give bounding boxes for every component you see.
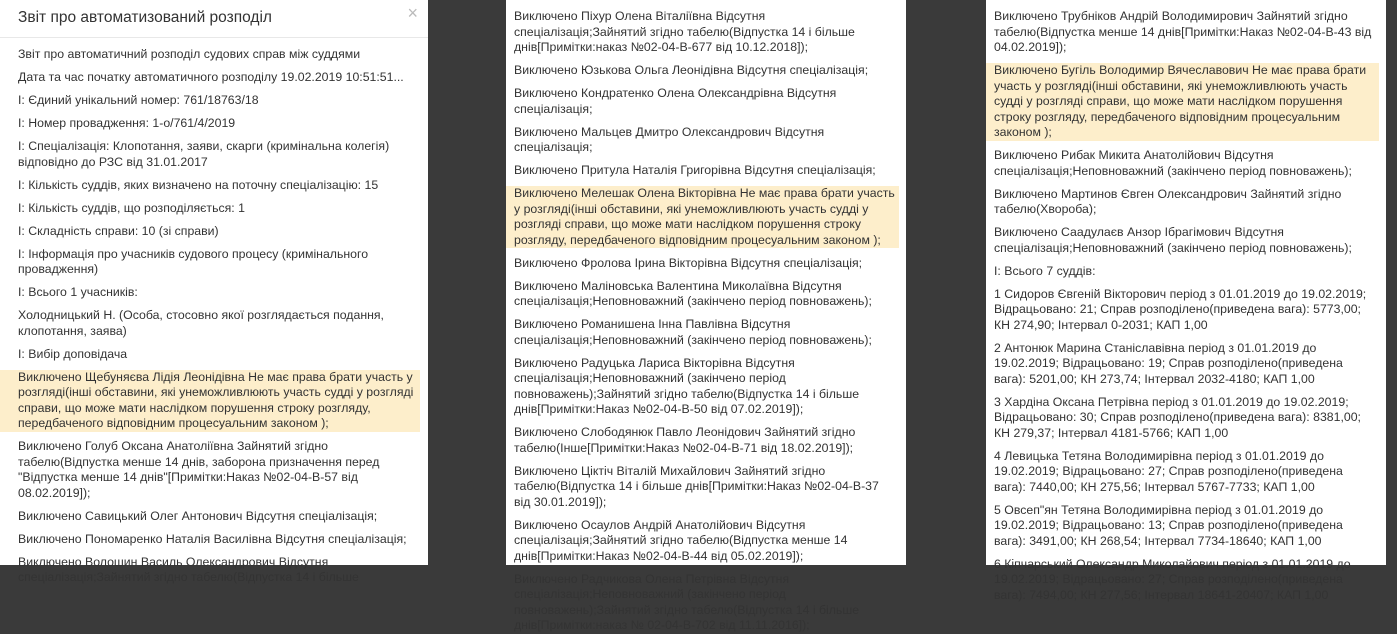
report-body xyxy=(506,0,906,634)
report-line: Виключено Савицький Олег Антонович Відсутня спеціалізація; xyxy=(18,508,378,523)
report-line: І: Вибір доповідача xyxy=(18,346,128,361)
report-line: І: Складність справи: 10 (зі справи) xyxy=(18,223,219,238)
report-body xyxy=(986,0,1386,603)
report-line: Виключено Мартинов Євген Олександрович Зайнятий згідно табелю(Хвороба); xyxy=(994,186,1342,216)
highlighted-report-line: Виключено Мелешак Олена Вікторівна Не має права брати участь у розгляді(інші обставини, які унеможливлюють участь судді у розгляді справи, що може мати наслідком порушення строку розгляду, передбаченого відповідним процесуальним законом ); xyxy=(506,186,899,248)
report-line: Виключено Піхур Олена Віталіївна Відсутня спеціалізація;Зайнятий згідно табелю(Відпустка 14 і більше днів[Примітки:наказ №02-04-В-677 від 10.12.2018]); xyxy=(514,9,855,54)
report-line: Виключено Фролова Ірина Вікторівна Відсутня спеціалізація; xyxy=(514,255,863,270)
highlighted-report-line: Виключено Бугіль Володимир Вячеславович Не має права брати участь у розгляді(інші обставини, які унеможливлюють участь судді у розгляді справи, що може мати наслідком порушення строку розгляду, передбаченого відповідним процесуальним законом ); xyxy=(986,63,1379,141)
report-line: І: Кількість суддів, яких визначено на поточну спеціалізацію: 15 xyxy=(18,177,379,192)
report-line: Виключено Притула Наталія Григорівна Відсутня спеціалізація; xyxy=(514,163,876,177)
report-line: Виключено Пономаренко Наталія Василівна Відсутня спеціалізація; xyxy=(18,531,407,546)
report-line: Виключено Рибак Микита Анатолійович Відсутня спеціалізація;Неповноважний (закінчено період повноважень); xyxy=(994,148,1352,178)
report-line: Виключено Саадулаєв Анзор Ібрагімович Відсутня спеціалізація;Неповноважний (закінчено період повноважень); xyxy=(994,225,1352,255)
report-line: І: Спеціалізація: Клопотання, заяви, скарги (кримінальна колегія) відповідно до РЗС від 31.01.2017 xyxy=(18,139,390,169)
report-line: Виключено Радуцька Лариса Вікторівна Відсутня спеціалізація;Неповноважний (закінчено період повноважень);Зайнятий згідно табелю(Відпустка 14 і більше днів[Примітки:Наказ №02-04-В-50 від 07.02.2019]); xyxy=(514,355,860,416)
report-line: 2 Антонюк Марина Станіславівна період з 01.01.2019 до 19.02.2019; Відрацьовано: 19; Справ розподілено(приведена вага): 5201,00; КН 273,74; Інтервал 2032-4180; КАП 1,00 xyxy=(994,340,1343,386)
highlighted-report-line: Виключено Щебуняєва Лідія Леонідівна Не має права брати участь у розгляді(інші обставини, які унеможливлюють участь судді у розгляді справи, що може мати наслідком порушення строку розгляду, передбаченого відповідним процесуальним законом ); xyxy=(0,370,420,432)
report-line: Дата та час початку автоматичного розподілу 19.02.2019 10:51:51... xyxy=(18,70,404,84)
report-line: Виключено Юзькова Ольга Леонідівна Відсутня спеціалізація; xyxy=(514,63,869,77)
report-line: І: Всього 1 учасників: xyxy=(18,285,138,299)
report-line: Виключено Осаулов Андрій Анатолійович Відсутня спеціалізація;Зайнятий згідно табелю(Відпустка менше 14 днів[Примітки:Наказ №02-04-В-44 від 05.02.2019]); xyxy=(514,517,848,563)
report-line: Виключено Маліновська Валентина Миколаївна Відсутня спеціалізація;Неповноважний (закінчено період повноважень); xyxy=(514,278,872,308)
report-line: 6 Кiпчарський Олександр Миколайович період з 01.01.2019 до 19.02.2019; Відрацьовано: 27; Справ розподілено(приведена вага): 7494,00; КН 277,56; Інтервал 18641-20407; КАП 1,00 xyxy=(994,556,1351,602)
report-line: Виключено Трубніков Андрій Володимирович Зайнятий згідно табелю(Відпустка менше 14 днів[Примітки:Наказ №02-04-В-43 від 04.02.2019]); xyxy=(994,9,1372,54)
report-line: Виключено Цiктiч Віталій Михайлович Зайнятий згідно табелю(Відпустка 14 і більше днів[Примітки:Наказ №02-04-В-37 від 30.01.2019]); xyxy=(514,463,879,509)
report-line: Виключено Кондратенко Олена Олександрівна Відсутня спеціалізація; xyxy=(514,86,837,116)
report-continuation-panel-2 xyxy=(506,0,906,632)
report-line: Звіт про автоматичний розподіл судових справ між суддями xyxy=(18,47,361,61)
report-modal xyxy=(0,0,428,584)
report-line: 3 Хардіна Оксана Петрівна період з 01.01.2019 до 19.02.2019; Відрацьовано: 30; Справ розподілено(приведена вага): 8381,00; КН 279,37; Інтервал 4181-5766; КАП 1,00 xyxy=(994,394,1361,440)
report-line: Холодницький Н. (Особа, стосовно якої розглядається подання, клопотання, заява) xyxy=(18,308,384,338)
close-icon[interactable]: × xyxy=(407,3,418,23)
report-line: І: Номер провадження: 1-о/761/4/2019 xyxy=(18,116,236,130)
report-line: 4 Левицька Тетяна Володимирівна період з 01.01.2019 до 19.02.2019; Відрацьовано: 27; Справ розподілено(приведена вага): 7440,00; КН 275,56; Інтервал 5767-7733; КАП 1,00 xyxy=(994,448,1343,494)
report-line: І: Кількість суддів, що розподіляється: 1 xyxy=(18,200,245,215)
report-line: 1 Сидоров Євгеній Вікторович період з 01.01.2019 до 19.02.2019; Відрацьовано: 21; Справ розподілено(приведена вага): 5773,00; КН 274,90; Інтервал 0-2031; КАП 1,00 xyxy=(994,286,1367,332)
report-line: І: Всього 7 суддів: xyxy=(994,263,1096,278)
report-continuation-panel-3 xyxy=(986,0,1386,602)
report-line: І: Інформація про учасників судового процесу (кримінального провадження) xyxy=(18,246,369,276)
report-line: 5 Овсеп"ян Тетяна Володимирівна період з 01.01.2019 до 19.02.2019; Відрацьовано: 13; Справ розподілено(приведена вага): 3491,00; КН 268,54; Інтервал 7734-18640; КАП 1,00 xyxy=(994,502,1343,548)
report-line: Виключено Слободянюк Павло Леонідович Зайнятий згідно табелю(Інше[Примітки:Наказ №02-04-В-71 від 18.02.2019]); xyxy=(514,425,856,455)
report-line: Виключено Мальцев Дмитро Олександрович Відсутня спеціалізація; xyxy=(514,124,825,154)
report-line: Виключено Романишена Інна Павлівна Відсутня спеціалізація;Неповноважний (закінчено період повноважень); xyxy=(514,317,872,347)
report-body xyxy=(0,38,428,586)
report-line: Виключено Волошин Василь Олександрович Відсутня спеціалізація;Зайнятий згідно табелю(Відпустка 14 і більше xyxy=(18,554,359,584)
modal-header xyxy=(0,0,428,38)
report-line: І: Єдиний унікальний номер: 761/18763/18 xyxy=(18,93,259,107)
report-line: Виключено Радчикова Олена Петрівна Відсутня спеціалізація;Неповноважний (закінчено період повноважень);Зайнятий згідно табелю(Відпустка 14 і більше днів[Примітки:наказ № 02-04-В-702 від 11.11.2016]); xyxy=(514,571,860,632)
report-line: Виключено Голуб Оксана Анатоліївна Зайнятий згідно табелю(Відпустка менше 14 днів, заборона призначення перед "Відпустка менше 14 днів"[Примітки:Наказ №02-04-В-57 від 08.02.2019]); xyxy=(18,439,380,500)
modal-title: Звіт про автоматизований розподіл xyxy=(18,9,272,26)
